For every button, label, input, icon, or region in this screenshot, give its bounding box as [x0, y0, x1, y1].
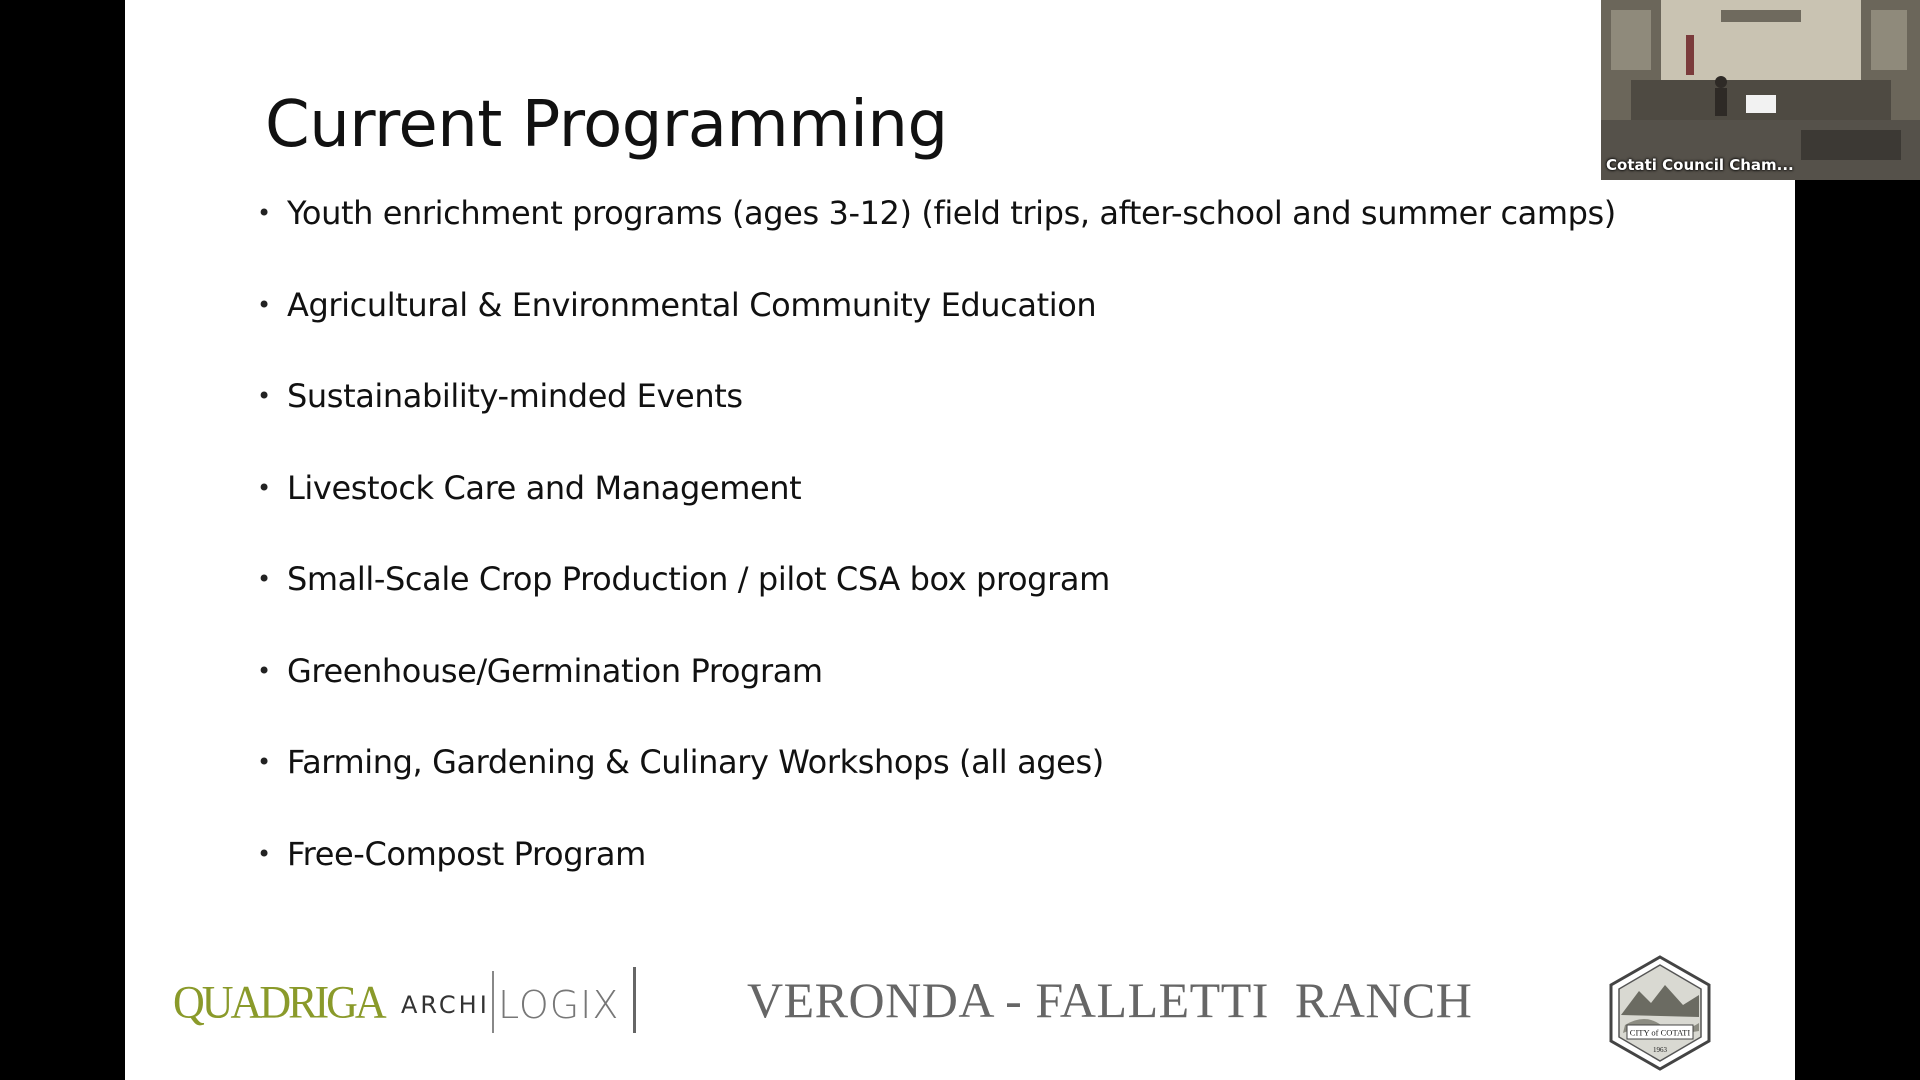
- bullet-dot: •: [257, 199, 271, 227]
- seal-city-text: CITY of COTATI: [1629, 1027, 1691, 1038]
- chamber-speaker-head: [1715, 76, 1727, 88]
- bullet-dot: •: [257, 839, 271, 868]
- footer-divider: [633, 967, 636, 1033]
- bullet-text: Sustainability-minded Events: [287, 377, 743, 415]
- ranch-name: VERONDA - FALLETTI RANCH: [747, 972, 1473, 1028]
- bullet-text: Youth enrichment programs (ages 3-12) (field trips, after-school and summer camps): [287, 194, 1616, 232]
- chamber-city-banner: [1721, 10, 1801, 22]
- bullet-dot: •: [257, 656, 271, 685]
- bullet-item: [257, 188, 1616, 280]
- bullet-item: [257, 829, 1616, 921]
- bullet-text: Livestock Care and Management: [287, 468, 802, 507]
- chamber-speaker-body: [1715, 88, 1727, 116]
- slide-title: Current Programming: [265, 88, 948, 162]
- bullet-text: Small-Scale Crop Production / pilot CSA box program: [287, 560, 1110, 598]
- bullet-item: [257, 646, 1616, 738]
- chamber-flag: [1686, 35, 1694, 75]
- logo-divider: [492, 971, 494, 1033]
- bullet-item: [257, 463, 1616, 555]
- chamber-desk: [1801, 130, 1901, 160]
- participant-name-label: Cotati Council Cham...: [1606, 156, 1794, 174]
- chamber-left-window: [1611, 10, 1651, 70]
- bullet-list: [257, 188, 1616, 920]
- bullet-dot: •: [257, 382, 271, 410]
- bullet-dot: •: [257, 473, 271, 502]
- city-seal-icon: [1605, 955, 1715, 1071]
- bullet-dot: •: [257, 748, 271, 776]
- bullet-item: [257, 280, 1616, 372]
- archilogix-logo-logix: LOGIX: [498, 983, 620, 1027]
- archilogix-logo-archi: ARCHI: [401, 991, 490, 1019]
- chamber-screen: [1746, 95, 1776, 113]
- bullet-item: [257, 371, 1616, 463]
- bullet-text: Free-Compost Program: [287, 834, 646, 873]
- bullet-text: Agricultural & Environmental Community Education: [287, 285, 1097, 324]
- bullet-dot: •: [257, 565, 271, 593]
- chamber-right-window: [1871, 10, 1907, 70]
- bullet-item: [257, 737, 1616, 829]
- shared-slide: [125, 0, 1795, 1080]
- bullet-item: [257, 554, 1616, 646]
- bullet-text: Greenhouse/Germination Program: [287, 651, 823, 690]
- quadriga-logo: QUADRIGA: [173, 976, 384, 1029]
- seal-year-text: 1963: [1653, 1046, 1667, 1054]
- bullet-text: Farming, Gardening & Culinary Workshops (all ages): [287, 743, 1104, 781]
- slide-footer: [125, 955, 1795, 1065]
- bullet-dot: •: [257, 290, 271, 319]
- participant-video-tile[interactable]: [1601, 0, 1920, 180]
